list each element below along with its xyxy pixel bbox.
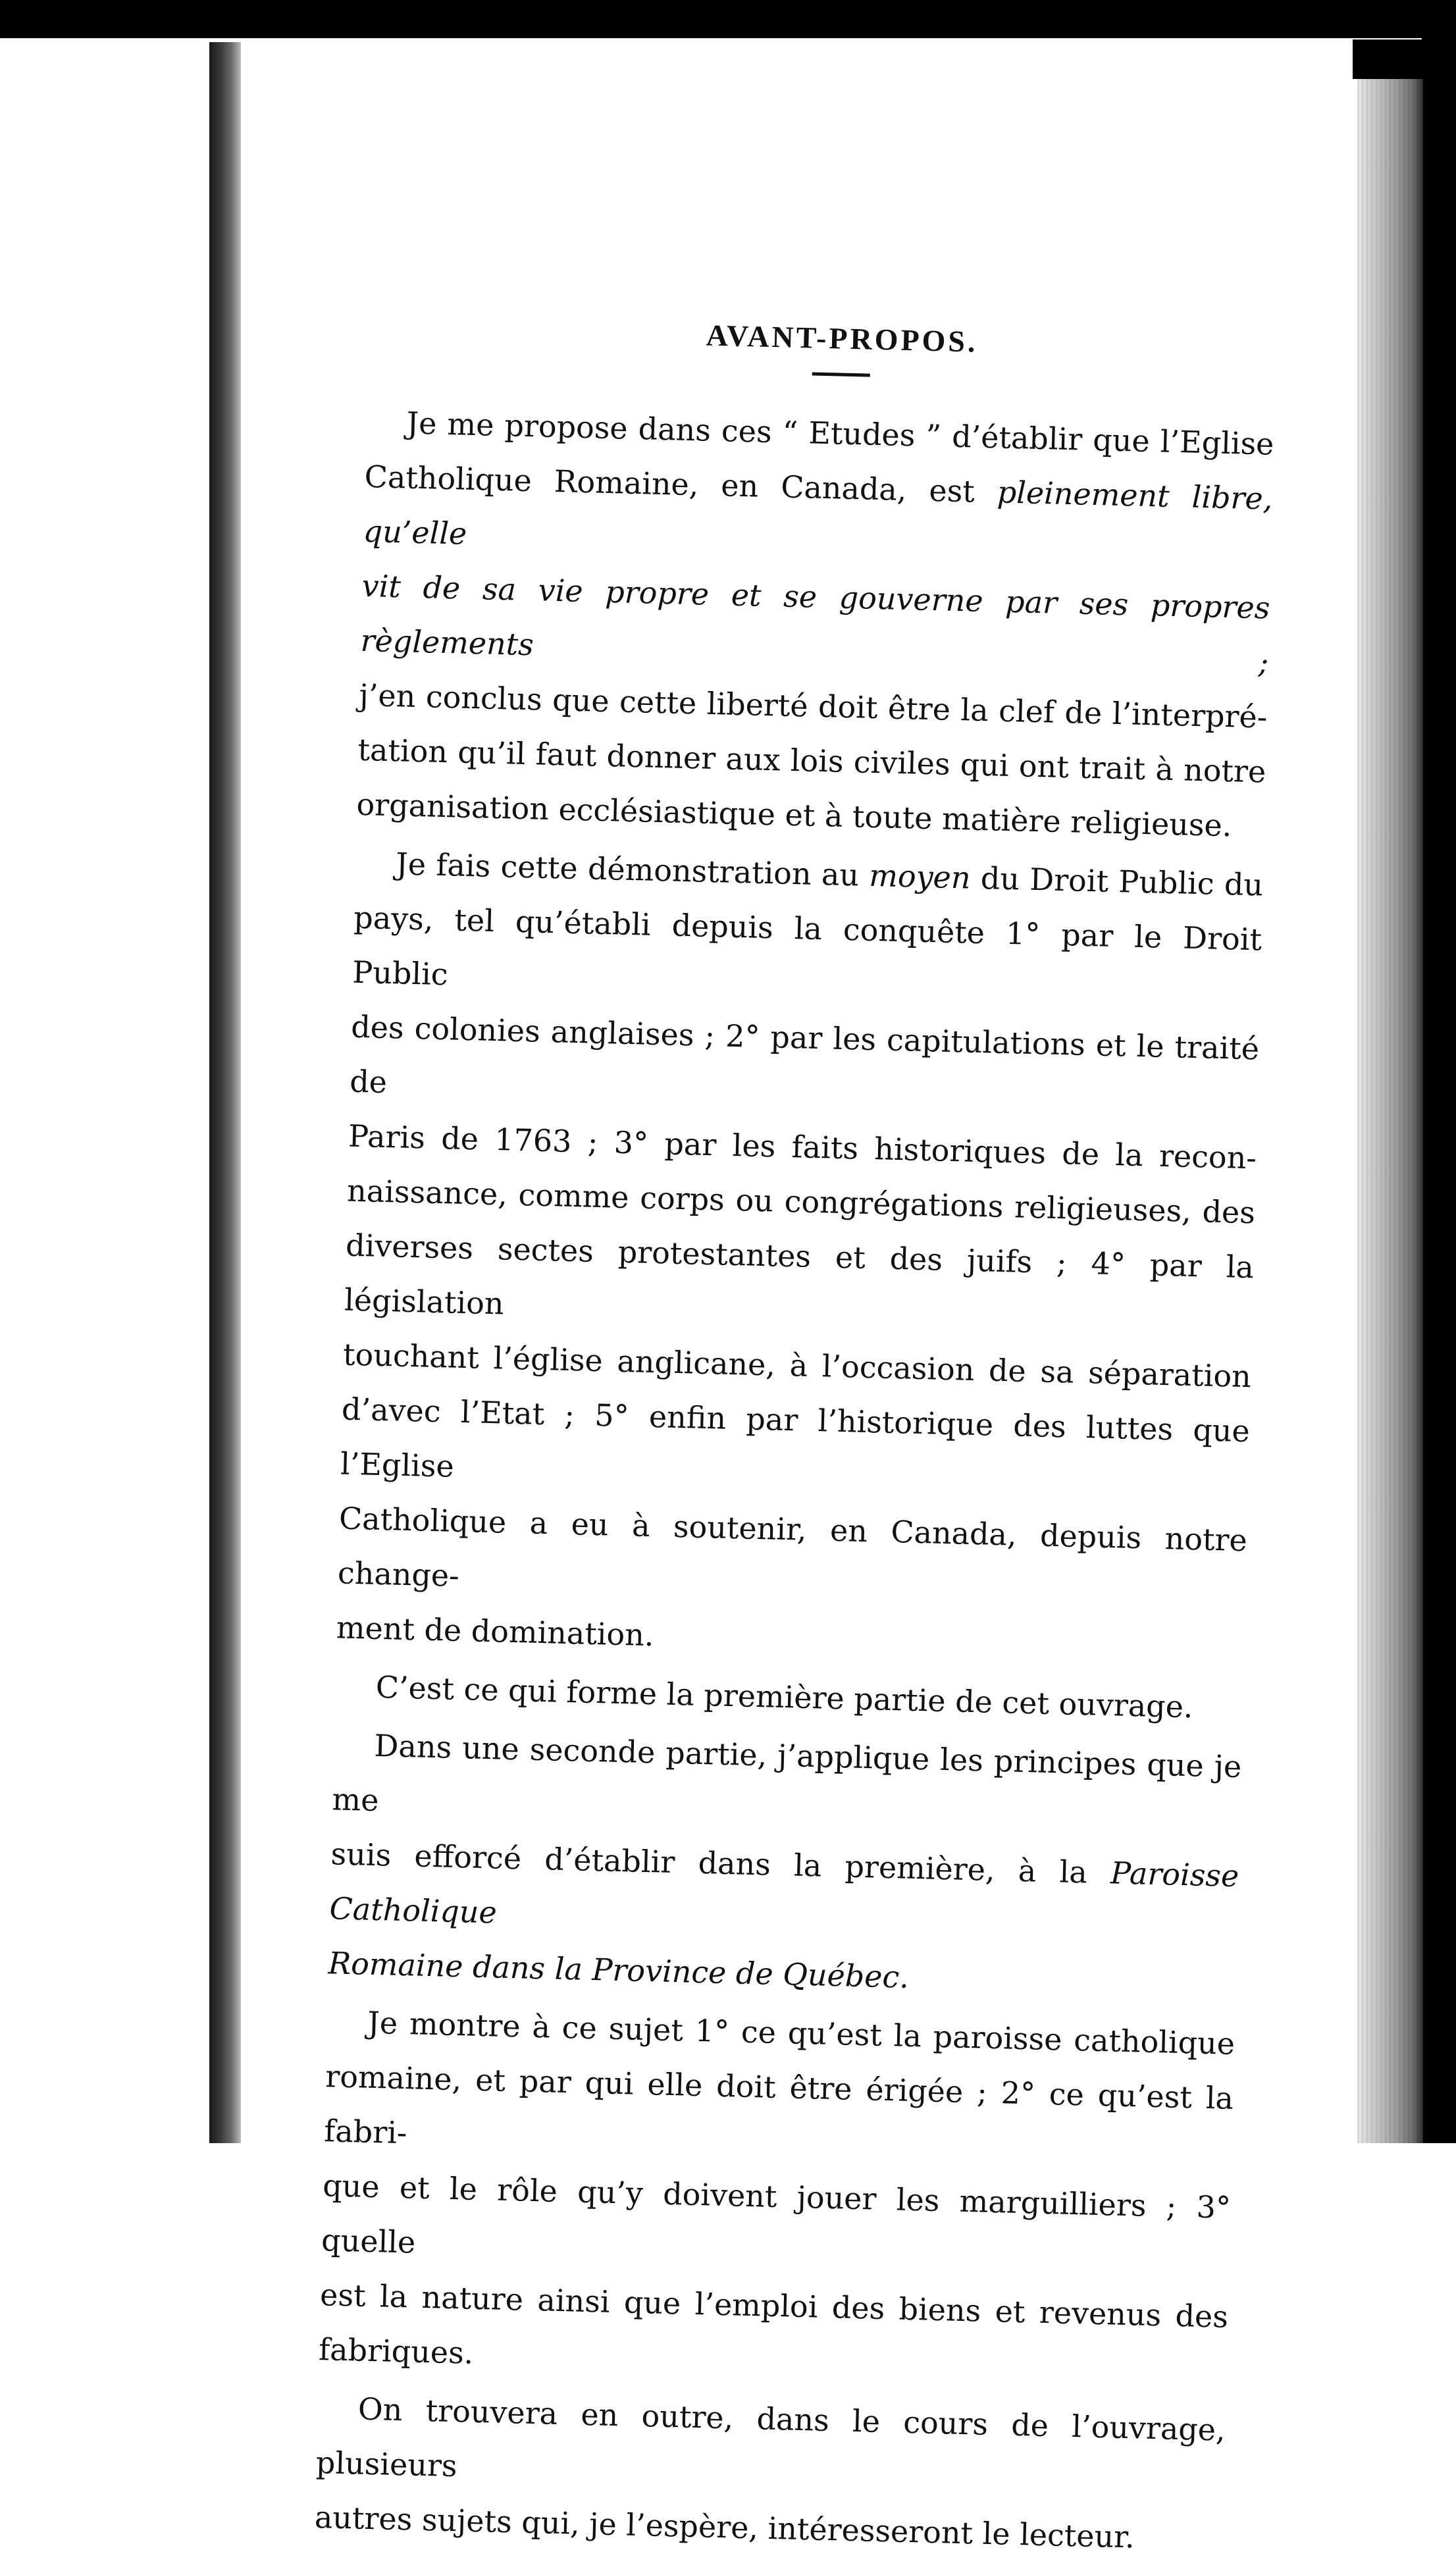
italic-text: vit de sa vie propre et se gouverne par ses propres règlements ;: [360, 567, 1270, 681]
text-line: Je me propose dans ces “ Etudes ” d’établir que l’Eglise: [406, 405, 1275, 462]
italic-text: moyen: [868, 857, 972, 896]
scan-background-top: [0, 0, 1456, 38]
text-line: Catholique a eu à soutenir, en Canada, depuis notre change-: [337, 1500, 1248, 1594]
paragraph: [318, 1994, 1235, 2399]
body-paragraphs: [314, 395, 1274, 2567]
paragraph: [314, 2381, 1226, 2567]
paragraph: [328, 1717, 1243, 2013]
text-line: organisation ecclésiastique et à toute matière religieuse.: [355, 786, 1233, 844]
text-line: ment de domination.: [336, 1609, 655, 1653]
text-line: C’est ce qui forme la première partie de cet ouvrage.: [375, 1669, 1194, 1725]
text-line: d’avec l’Etat ; 5° enfin par l’historique des luttes que l’Eglise: [340, 1391, 1251, 1484]
italic-text: Paroisse Catholique: [328, 1855, 1239, 1931]
page-text-block: [314, 309, 1277, 2571]
text-line: j’en conclus que cette liberté doit être la clef de l’interpré-: [359, 677, 1268, 735]
text-line: que et le rôle qu’y doivent jouer les marguilliers ; 3° quelle: [321, 2168, 1232, 2260]
page-title: AVANT-PROPOS.: [706, 318, 979, 359]
text-line: naissance, comme corps ou congrégations religieuses, des: [346, 1172, 1256, 1231]
text-line: Catholique Romaine, en Canada, est pleinement libre, qu’elle: [363, 458, 1274, 552]
text-line: pays, tel qu’établi depuis la conquête 1° par le Droit Public: [351, 899, 1262, 993]
text-line: des colonies anglaises ; 2° par les capitulations et le traité de: [349, 1008, 1260, 1101]
text-line: Paris de 1763 ; 3° par les faits historiques de la recon-: [348, 1118, 1257, 1176]
binding-gutter: [209, 42, 241, 2143]
text-line: autres sujets qui, je l’espère, intéresseront le lecteur.: [314, 2499, 1135, 2555]
page-edge-leaves: [1357, 72, 1423, 2143]
paragraph: [336, 836, 1264, 1677]
text-line: On trouvera en outre, dans le cours de l’ouvrage, plusieurs: [315, 2391, 1226, 2484]
scan-corner: [1353, 39, 1425, 79]
scan-background-right: [1422, 0, 1456, 2143]
text-line: Je fais cette démonstration au moyen du Droit Public du: [395, 846, 1264, 903]
italic-text: pleinement libre, qu’elle: [363, 474, 1274, 552]
text-line: est la nature ainsi que l’emploi des biens et revenus des: [319, 2277, 1229, 2335]
text-line: Dans une seconde partie, j’applique les principes que je me: [332, 1727, 1242, 1819]
text-line: romaine, et par qui elle doit être érigée ; 2° ce qu’est la fabri-: [323, 2058, 1234, 2151]
left-facing-page: [0, 38, 209, 2143]
text-line: tation qu’il faut donner aux lois civiles qui ont trait à notre: [357, 731, 1266, 790]
paragraph: [356, 395, 1275, 854]
text-line: touchant l’église anglicane, à l’occasion de sa séparation: [342, 1336, 1252, 1395]
text-line: fabriques.: [318, 2331, 474, 2371]
text-line: Je montre à ce sujet 1° ce qu’est la paroisse catholique: [367, 2004, 1235, 2062]
text-line: suis efforcé d’établir dans la première, à la Paroisse Catholique: [328, 1836, 1239, 1931]
text-line: [360, 559, 1271, 690]
italic-text: Romaine dans la Province de Québec.: [327, 1945, 910, 1995]
text-line: diverses sectes protestantes et des juifs ; 4° par la législation: [344, 1227, 1255, 1322]
title-rule: [812, 372, 870, 377]
